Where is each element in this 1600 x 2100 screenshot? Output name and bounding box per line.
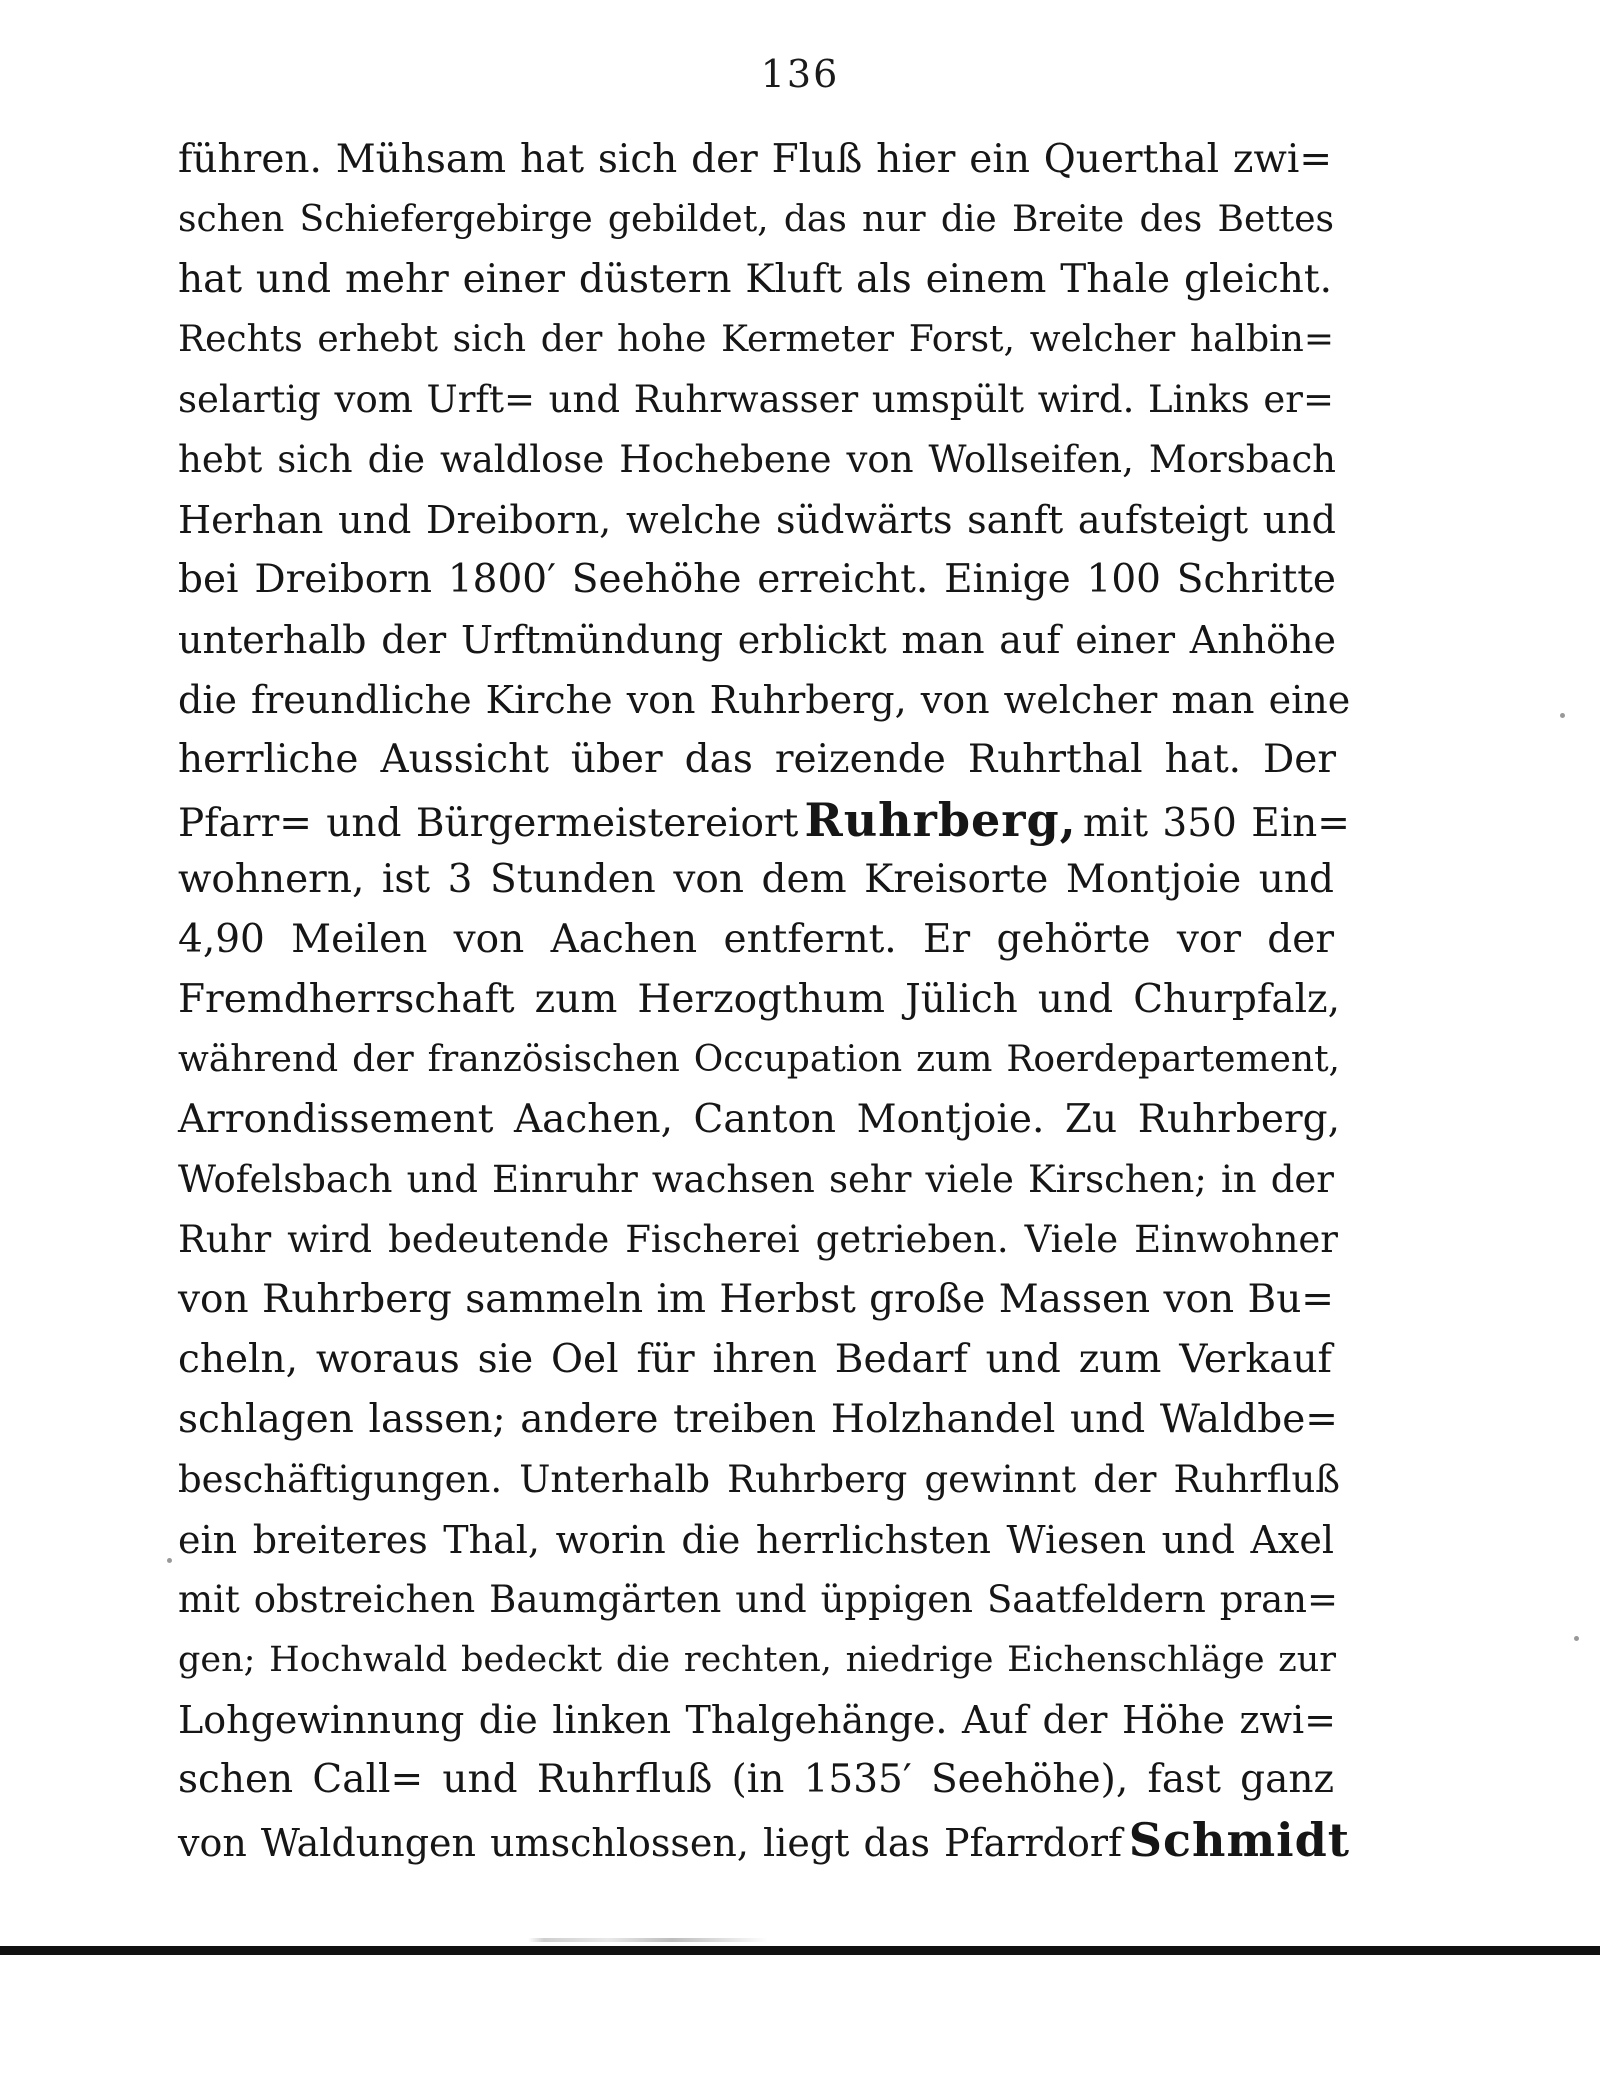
text-line (178, 970, 1350, 1030)
line-text: ein breiteres Thal, worin die herrlichsten Wiesen und Axel (178, 1518, 1334, 1562)
body-text (178, 130, 1350, 1870)
line-text: Wofelsbach und Einruhr wachsen sehr viele Kirschen; in der (178, 1158, 1334, 1201)
line-text: mit obstreichen Baumgärten und üppigen Saatfeldern pran= (178, 1578, 1338, 1621)
line-text: Pfarr= und Bürgermeistereiort (178, 801, 799, 846)
line-text: bei Dreiborn 1800′ Seehöhe erreicht. Einige 100 Schritte (178, 557, 1336, 602)
line-text: herrliche Aussicht über das reizende Ruhrthal hat. Der (178, 737, 1336, 782)
text-line (178, 1210, 1350, 1270)
line-text: Arrondissement Aachen, Canton Montjoie. Zu Ruhrberg, (178, 1097, 1340, 1142)
text-line (178, 1330, 1350, 1390)
text-line (178, 1270, 1350, 1330)
text-line (178, 250, 1350, 310)
line-text: gen; Hochwald bedeckt die rechten, niedrige Eichenschläge zur (178, 1640, 1336, 1680)
line-text: unterhalb der Urftmündung erblickt man auf einer Anhöhe (178, 618, 1336, 662)
text-line (178, 670, 1350, 730)
text-line (178, 1690, 1350, 1750)
line-text: wohnern, ist 3 Stunden von dem Kreisorte Montjoie und (178, 857, 1334, 902)
text-line (178, 910, 1350, 970)
line-text: selartig vom Urft= und Ruhrwasser umspült wird. Links er= (178, 378, 1334, 421)
line-text: cheln, woraus sie Oel für ihren Bedarf und zum Verkauf (178, 1337, 1332, 1382)
line-text: schen Call= und Ruhrfluß (in 1535′ Seehöhe), fast ganz (178, 1757, 1334, 1802)
line-text: Lohgewinnung die linken Thalgehänge. Auf der Höhe zwi= (178, 1698, 1336, 1742)
line-text: schlagen lassen; andere treiben Holzhandel und Waldbe= (178, 1397, 1338, 1442)
line-text: hebt sich die waldlose Hochebene von Wollseifen, Morsbach (178, 438, 1336, 481)
scan-speck (167, 1558, 172, 1563)
text-line (178, 430, 1350, 490)
scan-edge-rule (0, 1946, 1600, 1955)
line-text: Rechts erhebt sich der hohe Kermeter Forst, welcher halbin= (178, 319, 1334, 360)
line-text: schen Schiefergebirge gebildet, das nur die Breite des Bettes (178, 199, 1334, 240)
place-name-schmidt: Schmidt (1128, 1813, 1350, 1867)
text-line (178, 1570, 1350, 1630)
text-line (178, 370, 1350, 430)
scan-edge-shadow (0, 1938, 1600, 1942)
text-line (178, 490, 1350, 550)
text-line (178, 1150, 1350, 1210)
line-text: Fremdherrschaft zum Herzogthum Jülich und Churpfalz, (178, 977, 1340, 1022)
line-text: Ruhr wird bedeutende Fischerei getrieben. Viele Einwohner (178, 1218, 1338, 1261)
line-text: die freundliche Kirche von Ruhrberg, von welcher man eine (178, 678, 1351, 722)
text-line (178, 850, 1350, 910)
line-text: während der französischen Occupation zum Roerdepartement, (178, 1039, 1340, 1080)
line-text: von Waldungen umschlossen, liegt das Pfarrdorf (178, 1821, 1123, 1865)
text-line (178, 1510, 1350, 1570)
line-text: mit 350 Ein= (1082, 801, 1350, 846)
text-line (178, 1810, 1350, 1870)
text-line (178, 1630, 1350, 1690)
line-text: 4,90 Meilen von Aachen entfernt. Er gehörte vor der (178, 917, 1334, 962)
place-name-ruhrberg: Ruhrberg, (804, 793, 1077, 847)
text-line (178, 130, 1350, 190)
text-line (178, 1390, 1350, 1450)
text-line (178, 730, 1350, 790)
text-line (178, 1450, 1350, 1510)
text-line (178, 1750, 1350, 1810)
line-text: Herhan und Dreiborn, welche südwärts sanft aufsteigt und (178, 498, 1336, 542)
scan-speck (1574, 1636, 1579, 1641)
text-line (178, 1090, 1350, 1150)
line-text: von Ruhrberg sammeln im Herbst große Massen von Bu= (178, 1277, 1334, 1322)
page-number: 136 (760, 52, 840, 96)
line-text: hat und mehr einer düstern Kluft als einem Thale gleicht. (178, 257, 1332, 302)
line-text: beschäftigungen. Unterhalb Ruhrberg gewinnt der Ruhrfluß (178, 1458, 1340, 1501)
text-line (178, 550, 1350, 610)
text-line (178, 610, 1350, 670)
text-line (178, 310, 1350, 370)
line-text: führen. Mühsam hat sich der Fluß hier ein Querthal zwi= (178, 137, 1332, 182)
scan-speck (1560, 713, 1565, 718)
text-line (178, 190, 1350, 250)
text-line (178, 790, 1350, 850)
text-line (178, 1030, 1350, 1090)
